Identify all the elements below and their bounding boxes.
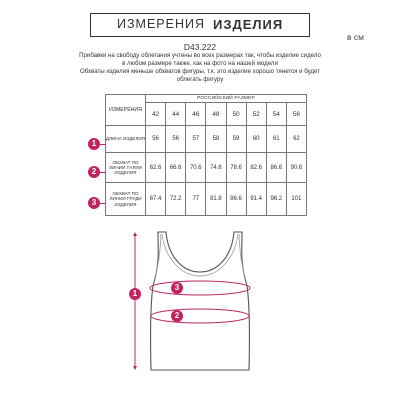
size-header: 42 bbox=[146, 103, 166, 126]
size-header: 50 bbox=[226, 103, 246, 126]
row-marker-2: 2 bbox=[88, 166, 100, 178]
tank-top-outline bbox=[151, 232, 250, 370]
size-header: 44 bbox=[166, 103, 186, 126]
table-cell: 86.6 bbox=[226, 183, 246, 216]
table-cell: 90.6 bbox=[286, 153, 306, 183]
table-cell: 82.6 bbox=[246, 153, 266, 183]
table-cell: 62.6 bbox=[146, 153, 166, 183]
table-cell: 91.4 bbox=[246, 183, 266, 216]
table-cell: 61 bbox=[266, 126, 286, 153]
table-cell: 70.6 bbox=[186, 153, 206, 183]
table-cell: 59 bbox=[226, 126, 246, 153]
row-label-length: ДЛИНА ИЗДЕЛИЯ bbox=[106, 126, 146, 153]
header-title-garment: ИЗДЕЛИЯ bbox=[213, 17, 284, 32]
fit-note-2: Обхваты изделия меньше обхватов фигуры, т.к. это изделие хорошо тянется и будет облегать фигуру bbox=[79, 68, 320, 83]
row-label-waist: ОБХВАТ ПО ЛИНИИ ТАЛИИ ИЗДЕЛИЯ bbox=[106, 153, 146, 183]
table-cell: 56 bbox=[166, 126, 186, 153]
row-label-chest: ОБХВАТ ПО ЛИНИИ ГРУДИ ИЗДЕЛИЯ bbox=[106, 183, 146, 216]
table-cell: 74.6 bbox=[206, 153, 226, 183]
table-cell: 101 bbox=[286, 183, 306, 216]
row-marker-3: 3 bbox=[88, 197, 100, 209]
size-header: 56 bbox=[286, 103, 306, 126]
table-corner-label: ИЗМЕРЕНИЯ bbox=[106, 95, 146, 126]
size-header: 52 bbox=[246, 103, 266, 126]
diagram-marker-1: 1 bbox=[129, 288, 141, 300]
size-header: 46 bbox=[186, 103, 206, 126]
article-number: D43.222 bbox=[183, 42, 217, 52]
table-cell: 58 bbox=[206, 126, 226, 153]
table-cell: 78.6 bbox=[226, 153, 246, 183]
table-cell: 77 bbox=[186, 183, 206, 216]
table-cell: 67.4 bbox=[146, 183, 166, 216]
table-cell: 81.8 bbox=[206, 183, 226, 216]
table-cell: 57 bbox=[186, 126, 206, 153]
size-header: 54 bbox=[266, 103, 286, 126]
header-title-measurements: ИЗМЕРЕНИЯ bbox=[117, 17, 205, 31]
fit-note-1: Прибавки на свободу облегания учтены во всех размерах так, чтобы изделие сидело в любом размере также, как на фото на нашей модели bbox=[79, 52, 321, 67]
size-header: 48 bbox=[206, 103, 226, 126]
table-cell: 96.2 bbox=[266, 183, 286, 216]
diagram-marker-2: 2 bbox=[171, 310, 183, 322]
table-cell: 72.2 bbox=[166, 183, 186, 216]
table-cell: 56 bbox=[146, 126, 166, 153]
header-unit: в см bbox=[347, 32, 364, 42]
table-group-label: РОССИЙСКИЙ РАЗМЕР bbox=[146, 95, 307, 103]
table-cell: 62 bbox=[286, 126, 306, 153]
table-cell: 86.6 bbox=[266, 153, 286, 183]
row-marker-1: 1 bbox=[88, 138, 100, 150]
diagram-marker-3: 3 bbox=[171, 282, 183, 294]
table-cell: 66.6 bbox=[166, 153, 186, 183]
table-cell: 60 bbox=[246, 126, 266, 153]
